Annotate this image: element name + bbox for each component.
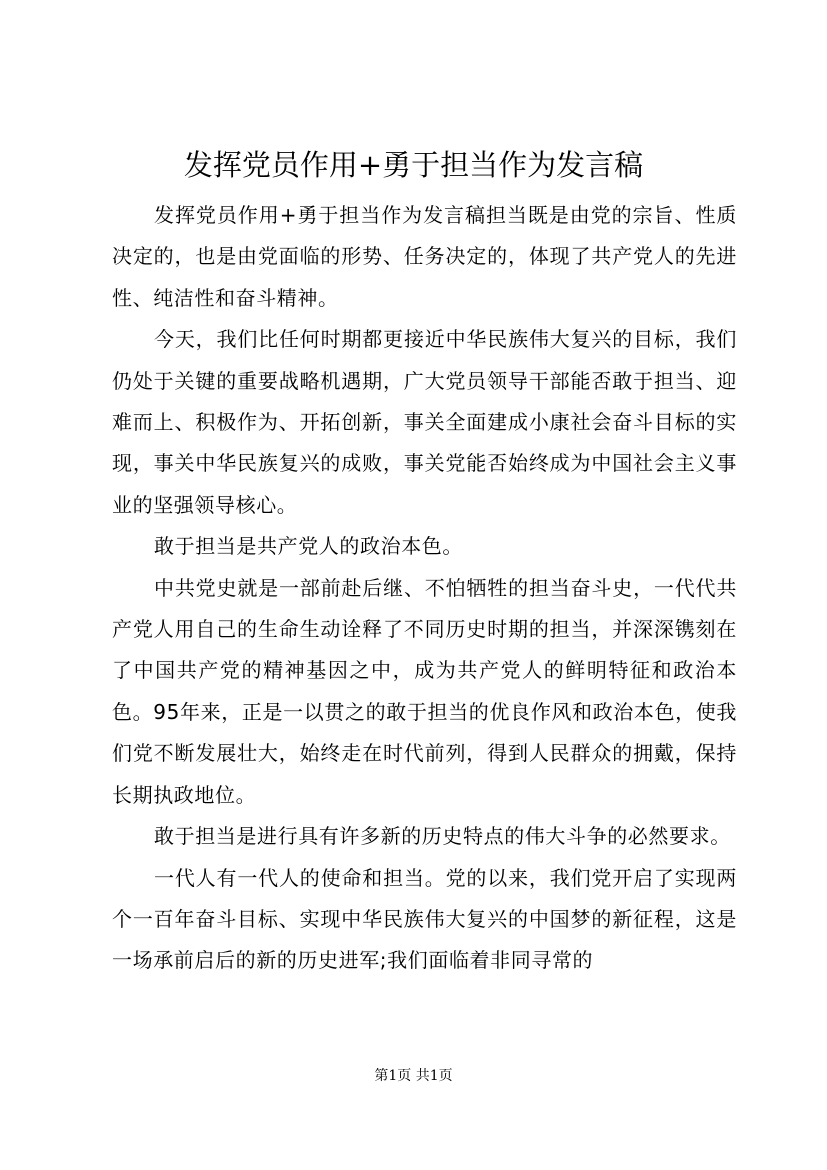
paragraph-2: 今天，我们比任何时期都更接近中华民族伟大复兴的目标，我们仍处于关键的重要战略机遇期，广大党员领导干部能否敢于担当、迎难而上、积极作为、开拓创新，事关全面建成小康社会奋斗目标的实现，事关中华民族复兴的成败，事关党能否始终成为中国社会主义事业的坚强领导核心。 — [112, 327, 737, 517]
paragraph-1: 发挥党员作用+勇于担当作为发言稿担当既是由党的宗旨、性质决定的，也是由党面临的形势、任务决定的，体现了共产党人的先进性、纯洁性和奋斗精神。 — [112, 203, 737, 310]
page-footer: 第1页 共1页 — [374, 1068, 453, 1084]
document-body — [112, 195, 737, 982]
paragraph-5: 敢于担当是进行具有许多新的历史特点的伟大斗争的必然要求。 — [154, 824, 731, 849]
paragraph-6: 一代人有一代人的使命和担当。党的以来，我们党开启了实现两个一百年奋斗目标、实现中华民族伟大复兴的中国梦的新征程，这是一场承前启后的新的历史进军;我们面临着非同寻常的 — [112, 865, 737, 973]
document-title: 发挥党员作用+勇于担当作为发言稿 — [183, 148, 644, 182]
paragraph-3: 敢于担当是共产党人的政治本色。 — [154, 534, 463, 559]
paragraph-4: 中共党史就是一部前赴后继、不怕牺牲的担当奋斗史，一代代共产党人用自己的生命生动诠释了不同历史时期的担当，并深深镌刻在了中国共产党的精神基因之中，成为共产党人的鲜明特征和政治本色。95年来，正是一以贯之的敢于担当的优良作风和政治本色，使我们党不断发展壮大，始终走在时代前列，得到人民群众的拥戴，保持长期执政地位。 — [112, 575, 737, 807]
